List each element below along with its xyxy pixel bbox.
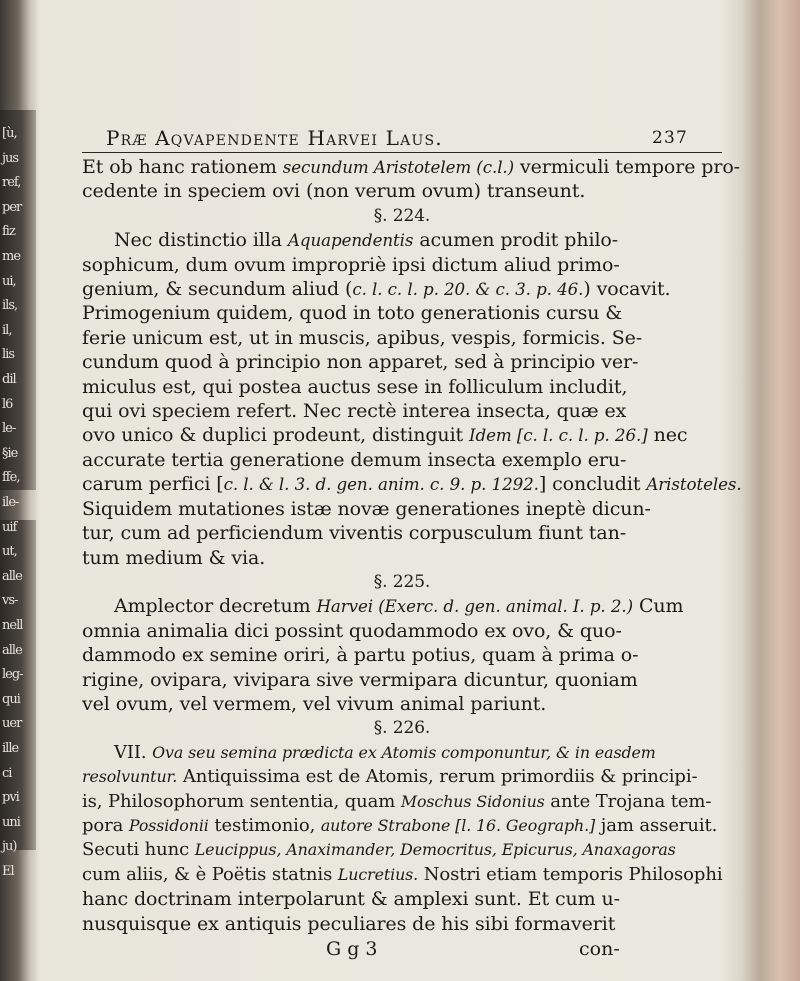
margin-fragment: uif — [2, 519, 17, 535]
text-segment: Et ob hanc rationem — [82, 156, 283, 178]
text-line — [82, 228, 722, 252]
text-segment: omnia animalia dici possint quodammodo ex ovo, & quo- — [82, 619, 622, 642]
margin-fragment: l6 — [2, 396, 13, 412]
italic-text: c. l. c. l. p. 20. & c. 3. p. 46. — [352, 279, 584, 300]
text-segment: pora — [82, 814, 129, 836]
text-line — [82, 423, 722, 447]
text-line — [82, 253, 722, 277]
text-segment: rigine, ovipara, vivipara sive vermipara dicuntur, quoniam — [82, 668, 638, 691]
text-segment: sophicum, dum ovum impropriè ipsi dictum aliud primo- — [82, 253, 620, 276]
text-segment: Primogenium quidem, quod in toto generationis cursu & — [82, 302, 623, 325]
text-segment: Secuti hunc — [82, 839, 195, 861]
text-segment: ferie unicum est, ut in muscis, apibus, vespis, formicis. Se- — [82, 326, 643, 349]
text-line — [82, 741, 722, 765]
text-line — [82, 326, 722, 350]
text-segment: ovo unico & duplici prodeunt, distinguit — [82, 424, 470, 447]
margin-fragment: El — [2, 864, 14, 879]
section-number — [82, 716, 722, 740]
text-segment: Nostri etiam temporis Philosophi — [418, 863, 723, 885]
text-line — [82, 668, 722, 692]
text-segment: Nec distinctio illa — [114, 229, 288, 252]
margin-fragment: per — [2, 199, 22, 215]
text-segment: tur, cum ad perficiendum viventis corpusculum fiunt tan- — [82, 522, 627, 545]
section-number — [82, 204, 722, 228]
text-line — [82, 594, 722, 618]
margin-fragment: le- — [2, 421, 16, 437]
margin-fragment: [ù, — [2, 126, 17, 141]
margin-fragment: fiz — [2, 224, 15, 240]
text-segment: nusquisque ex antiquis peculiares de his sibi formaverit — [82, 912, 616, 935]
italic-text: Aristoteles. — [646, 474, 742, 495]
text-line — [82, 448, 722, 472]
margin-fragment: ile- — [2, 495, 19, 510]
text-segment: Cum — [633, 595, 684, 618]
page-footer — [82, 938, 722, 964]
margin-fragment: nell — [2, 618, 23, 633]
text-body — [82, 155, 742, 936]
margin-fragment: §ie — [2, 445, 18, 461]
margin-fragment: jus — [2, 150, 19, 166]
text-segment: miculus est, qui postea auctus sese in folliculum includit, — [82, 375, 628, 398]
text-line — [82, 375, 722, 399]
text-segment: vel ovum, vel vermem, vel vivum animal pariunt. — [82, 692, 547, 715]
text-segment: Amplector decretum — [114, 595, 317, 618]
italic-text: Moschus Sidonius — [400, 791, 545, 811]
text-line — [82, 155, 740, 179]
text-segment: VII. — [114, 741, 153, 763]
text-line — [82, 179, 722, 203]
text-line — [82, 277, 722, 301]
margin-fragment: ci — [2, 765, 12, 781]
text-segment: hanc doctrinam interpolarunt & amplexi sunt. Et cum u- — [82, 888, 620, 911]
text-segment: nec — [647, 424, 688, 447]
margin-fragment: alle — [2, 642, 22, 658]
text-line — [82, 619, 722, 643]
margin-fragment: ju) — [2, 839, 17, 855]
text-segment: ) vocavit. — [583, 278, 671, 301]
text-segment: acumen prodit philo- — [413, 229, 619, 252]
text-line — [82, 838, 722, 862]
running-title: Præ Aqvapendente Harvei Laus. — [106, 126, 443, 150]
margin-fragment: me — [2, 249, 21, 264]
text-segment: Antiquissima est de Atomis, rerum primordiis & principi- — [177, 766, 698, 788]
margin-fragment: dil — [2, 372, 16, 387]
text-line — [82, 399, 722, 423]
text-line — [82, 350, 722, 374]
text-line — [82, 472, 742, 496]
text-line — [82, 546, 722, 570]
text-segment: is, Philosophorum sententia, quam — [82, 790, 401, 812]
margin-fragment: uer — [2, 716, 22, 732]
text-line — [82, 692, 722, 716]
text-line — [82, 814, 722, 838]
text-segment: cum aliis, & è Poëtis statnis — [82, 863, 338, 885]
text-line — [82, 912, 722, 936]
italic-text: Harvei (Exerc. d. gen. animal. I. p. 2.) — [316, 596, 633, 617]
text-line — [82, 643, 722, 667]
italic-text: Lucretius. — [337, 864, 419, 884]
margin-fragment: pvi — [2, 790, 19, 806]
text-line — [82, 790, 722, 814]
text-segment: accurate tertia generatione demum insecta exemplo eru- — [82, 448, 627, 471]
italic-text: c. l. & l. 3. d. gen. anim. c. 9. p. 1292. — [223, 474, 539, 495]
margin-fragment: leg- — [2, 667, 23, 683]
text-segment: cedente in speciem ovi (non verum ovum) transeunt. — [82, 180, 586, 203]
italic-text: Leucippus, Anaximander, Democritus, Epicurus, Anaxagoras — [194, 840, 676, 860]
margin-fragment: ut, — [2, 544, 17, 560]
italic-text: Idem [c. l. c. l. p. 26.] — [469, 425, 648, 446]
italic-text: Aquapendentis — [287, 230, 414, 251]
text-line — [82, 765, 722, 789]
text-segment: tum medium & via. — [82, 546, 266, 569]
text-segment: qui ovi speciem refert. Nec rectè interea insecta, quæ ex — [82, 400, 627, 423]
margin-fragment: ui, — [2, 273, 16, 289]
italic-text: secundum Aristotelem (c.l.) — [282, 157, 515, 177]
text-line — [82, 863, 722, 887]
italic-text: autore Strabone [l. 16. Geograph.] — [320, 815, 596, 835]
book-page — [82, 126, 742, 964]
margin-fragment: ref, — [2, 175, 21, 191]
italic-text: resolvuntur. — [82, 767, 178, 787]
text-line — [82, 497, 722, 521]
text-segment: ante Trojana tem- — [544, 790, 712, 812]
running-header — [82, 126, 722, 153]
margin-fragment: vs- — [2, 593, 18, 609]
margin-fragment: ffe, — [2, 470, 20, 486]
italic-text: Ova seu semina prædicta ex Atomis componuntur, & in easdem — [152, 742, 656, 762]
italic-text: Possidonii — [128, 815, 209, 835]
text-segment: carum perfici [ — [82, 473, 224, 496]
text-segment: ] concludit — [538, 473, 647, 496]
margin-fragment: lis — [2, 347, 14, 363]
signature-mark: G g 3 — [326, 938, 378, 960]
text-segment: Siquidem mutationes istæ novæ generationes ineptè dicun- — [82, 497, 651, 520]
text-segment: dammodo ex semine oriri, à partu potius, quam à prima o- — [82, 644, 639, 667]
text-segment: jam asseruit. — [595, 814, 718, 836]
text-segment: genium, & secundum aliud ( — [82, 278, 353, 301]
margin-fragment: uni — [2, 814, 20, 830]
catchword: con- — [579, 938, 620, 960]
section-number — [82, 570, 722, 594]
margin-fragment: alle — [2, 568, 22, 584]
margin-fragment: il, — [2, 322, 12, 338]
page-number: 237 — [651, 128, 688, 148]
text-segment: cundum quod à principio non apparet, sed à principio ver- — [82, 351, 639, 374]
text-segment: testimonio, — [208, 814, 321, 836]
text-segment: vermiculi tempore pro- — [514, 156, 740, 178]
margin-fragment: ille — [2, 741, 19, 756]
text-segment: §. 224. — [373, 205, 431, 226]
text-line — [82, 521, 722, 545]
text-line — [82, 301, 722, 325]
text-line — [82, 887, 722, 911]
margin-fragment: ils, — [2, 298, 18, 314]
margin-fragment: qui — [2, 691, 20, 707]
text-segment: §. 225. — [373, 571, 431, 592]
text-segment: §. 226. — [373, 718, 431, 739]
